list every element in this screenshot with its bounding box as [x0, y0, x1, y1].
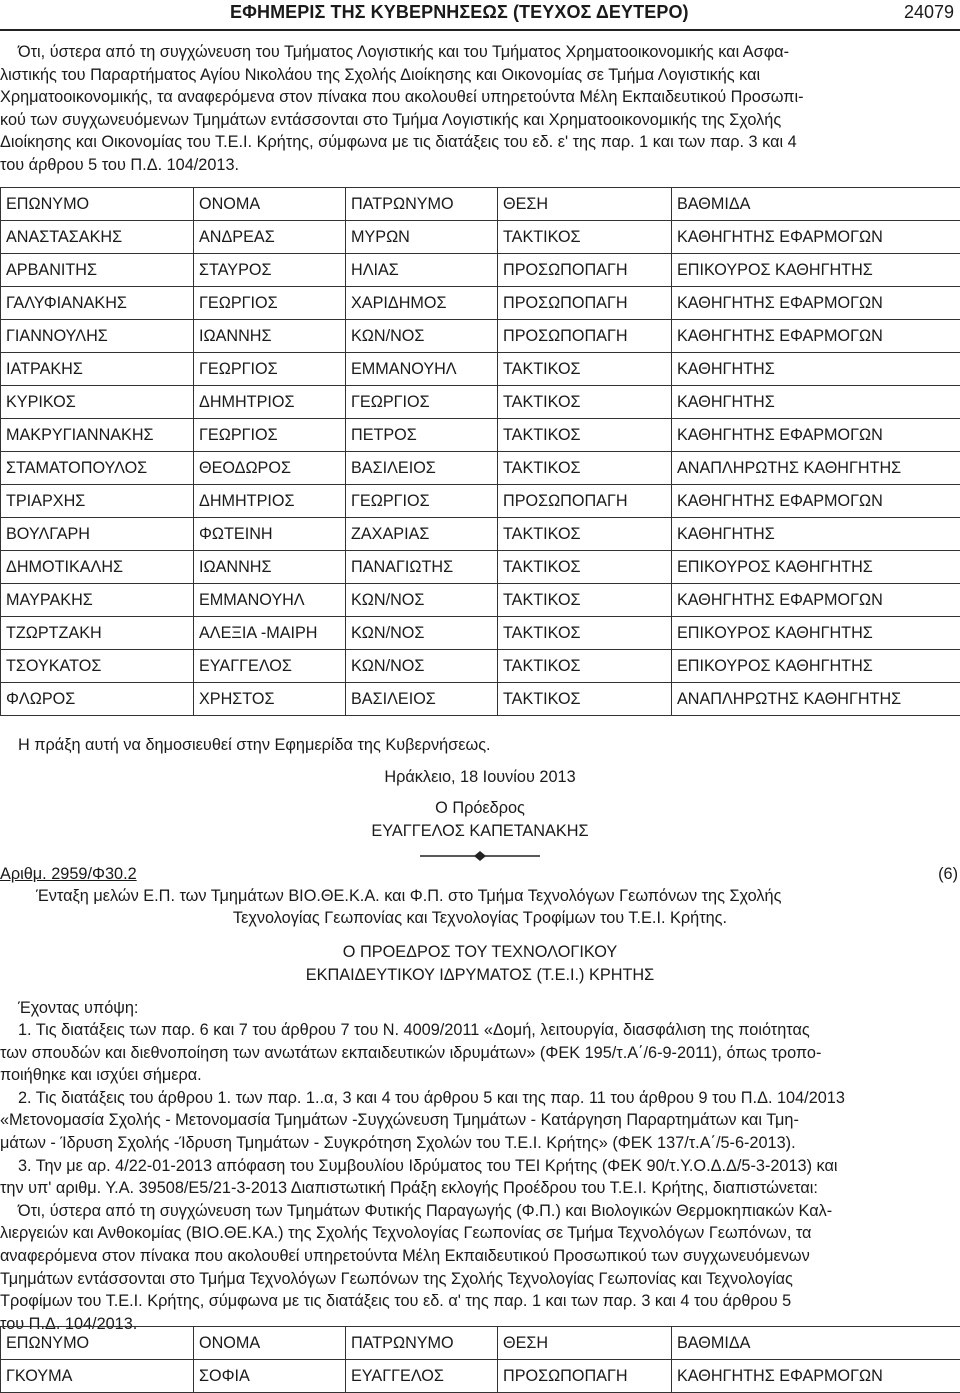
cell-rank: ΑΝΑΠΛΗΡΩΤΗΣ ΚΑΘΗΓΗΤΗΣ	[672, 452, 960, 485]
cell-rank: ΚΑΘΗΓΗΤΗΣ	[672, 386, 960, 419]
authority-line: ΕΚΠΑΙΔΕΥΤΙΚΟΥ ΙΔΡΥΜΑΤΟΣ (Τ.Ε.Ι.) ΚΡΗΤΗΣ	[0, 966, 960, 985]
cell-position: ΤΑΚΤΙΚΟΣ	[498, 419, 672, 452]
text-line: Διοίκησης και Οικονομίας του Τ.Ε.Ι. Κρήτης, σύμφωνα με τις διατάξεις του εδ. ε' της παρ. 1 και των παρ. 3 και 4	[0, 131, 960, 154]
cell-surname: ΓΙΑΝΝΟΥΛΗΣ	[1, 320, 194, 353]
text-line: «Μετονομασία Σχολής - Μετονομασία Τμημάτων -Συγχώνευση Τμημάτων - Κατάργηση Παραρτημάτων και Τμη-	[0, 1109, 960, 1132]
cell-surname: ΤΡΙΑΡΧΗΣ	[1, 485, 194, 518]
text-line: την υπ' αριθμ. Υ.Α. 39508/Ε5/21-3-2013 Διαπιστωτική Πράξη εκλογής Προέδρου του Τ.Ε.Ι. Κρήτης, διαπιστώνεται:	[0, 1177, 960, 1200]
cell-position: ΤΑΚΤΙΚΟΣ	[498, 386, 672, 419]
cell-name: ΙΩΑΝΝΗΣ	[194, 551, 346, 584]
cell-name: ΑΝΔΡΕΑΣ	[194, 221, 346, 254]
cell-patronymic: ΓΕΩΡΓΙΟΣ	[346, 386, 498, 419]
cell-patronymic: ΜΥΡΩΝ	[346, 221, 498, 254]
gazette-title: ΕΦΗΜΕΡΙΣ ΤΗΣ ΚΥΒΕΡΝΗΣΕΩΣ (ΤΕΥΧΟΣ ΔΕΥΤΕΡΟ)	[230, 2, 689, 23]
cell-position: ΤΑΚΤΙΚΟΣ	[498, 650, 672, 683]
cell-position: ΤΑΚΤΙΚΟΣ	[498, 518, 672, 551]
table-row	[1, 419, 960, 452]
table-header-row	[1, 1327, 960, 1360]
text-line: του Π.Δ. 104/2013.	[0, 1313, 960, 1336]
cell-patronymic: ΚΩΝ/ΝΟΣ	[346, 617, 498, 650]
page-number: 24079	[904, 2, 954, 23]
cell-position: ΤΑΚΤΙΚΟΣ	[498, 683, 672, 716]
page-header	[0, 0, 960, 30]
publish-note: Η πράξη αυτή να δημοσιευθεί στην Εφημερίδα της Κυβερνήσεως.	[18, 736, 491, 755]
cell-patronymic: ΗΛΙΑΣ	[346, 254, 498, 287]
signature-place-date: Ηράκλειο, 18 Ιουνίου 2013	[0, 768, 960, 787]
cell-surname: ΙΑΤΡΑΚΗΣ	[1, 353, 194, 386]
cell-patronymic: ΠΑΝΑΓΙΩΤΗΣ	[346, 551, 498, 584]
cell-surname: ΣΤΑΜΑΤΟΠΟΥΛΟΣ	[1, 452, 194, 485]
table-row	[1, 518, 960, 551]
table-row	[1, 650, 960, 683]
cell-rank: ΚΑΘΗΓΗΤΗΣ ΕΦΑΡΜΟΓΩΝ	[672, 287, 960, 320]
cell-rank: ΚΑΘΗΓΗΤΗΣ ΕΦΑΡΜΟΓΩΝ	[672, 320, 960, 353]
cell-patronymic: ΕΥΑΓΓΕΛΟΣ	[346, 1360, 498, 1393]
cell-rank: ΚΑΘΗΓΗΤΗΣ ΕΦΑΡΜΟΓΩΝ	[672, 1360, 960, 1393]
cell-rank: ΚΑΘΗΓΗΤΗΣ ΕΦΑΡΜΟΓΩΝ	[672, 485, 960, 518]
table-row	[1, 320, 960, 353]
column-header: ΟΝΟΜΑ	[194, 188, 346, 221]
table-row	[1, 551, 960, 584]
table-header-row	[1, 188, 960, 221]
cell-rank: ΑΝΑΠΛΗΡΩΤΗΣ ΚΑΘΗΓΗΤΗΣ	[672, 683, 960, 716]
cell-rank: ΚΑΘΗΓΗΤΗΣ ΕΦΑΡΜΟΓΩΝ	[672, 584, 960, 617]
cell-surname: ΔΗΜΟΤΙΚΑΛΗΣ	[1, 551, 194, 584]
column-header: ΒΑΘΜΙΔΑ	[672, 188, 960, 221]
staff-table-1	[0, 187, 960, 716]
cell-surname: ΓΑΛΥΦΙΑΝΑΚΗΣ	[1, 287, 194, 320]
cell-surname: ΑΝΑΣΤΑΣΑΚΗΣ	[1, 221, 194, 254]
cell-name: ΧΡΗΣΤΟΣ	[194, 683, 346, 716]
cell-surname: ΦΛΩΡΟΣ	[1, 683, 194, 716]
text-line: Χρηματοοικονομικής, τα αναφερόμενα στον πίνακα που ακολουθεί υπηρετούντα Μέλη Εκπαιδευτικού Προσωπι-	[0, 86, 960, 109]
text-line: κού των συγχωνευόμενων Τμημάτων εντάσσονται στο Τμήμα Λογιστικής και Χρηματοοικονομικής της Σχολής	[0, 109, 960, 132]
text-line: λιστικής του Παραρτήματος Αγίου Νικολάου της Σχολής Διοίκησης και Οικονομίας σε Τμήμα Λογιστικής και	[0, 64, 960, 87]
cell-name: ΣΟΦΙΑ	[194, 1360, 346, 1393]
cell-patronymic: ΒΑΣΙΛΕΙΟΣ	[346, 683, 498, 716]
cell-surname: ΤΣΟΥΚΑΤΟΣ	[1, 650, 194, 683]
authority-line: Ο ΠΡΟΕΔΡΟΣ ΤΟΥ ΤΕΧΝΟΛΟΓΙΚΟΥ	[0, 943, 960, 962]
table-row	[1, 452, 960, 485]
cell-name: ΕΥΑΓΓΕΛΟΣ	[194, 650, 346, 683]
cell-rank: ΚΑΘΗΓΗΤΗΣ	[672, 353, 960, 386]
table-row	[1, 287, 960, 320]
table-row	[1, 386, 960, 419]
cell-position: ΠΡΟΣΩΠΟΠΑΓΗ	[498, 320, 672, 353]
cell-patronymic: ΠΕΤΡΟΣ	[346, 419, 498, 452]
cell-position: ΤΑΚΤΙΚΟΣ	[498, 584, 672, 617]
column-header: ΠΑΤΡΩΝΥΜΟ	[346, 1327, 498, 1360]
table-row	[1, 617, 960, 650]
cell-position: ΠΡΟΣΩΠΟΠΑΓΗ	[498, 254, 672, 287]
cell-position: ΤΑΚΤΙΚΟΣ	[498, 221, 672, 254]
table-row	[1, 485, 960, 518]
cell-name: ΔΗΜΗΤΡΙΟΣ	[194, 386, 346, 419]
having-regard: Έχοντας υπόψη:	[18, 999, 138, 1018]
cell-rank: ΚΑΘΗΓΗΤΗΣ ΕΦΑΡΜΟΓΩΝ	[672, 419, 960, 452]
cell-name: ΙΩΑΝΝΗΣ	[194, 320, 346, 353]
cell-rank: ΕΠΙΚΟΥΡΟΣ ΚΑΘΗΓΗΤΗΣ	[672, 254, 960, 287]
text-line: Ότι, ύστερα από τη συγχώνευση των Τμημάτων Φυτικής Παραγωγής (Φ.Π.) και Βιολογικών Θερμοκηπιακών Καλ-	[0, 1200, 960, 1223]
cell-position: ΠΡΟΣΩΠΟΠΑΓΗ	[498, 1360, 672, 1393]
cell-rank: ΚΑΘΗΓΗΤΗΣ	[672, 518, 960, 551]
column-header: ΒΑΘΜΙΔΑ	[672, 1327, 960, 1360]
decision-ref: Αριθμ. 2959/Φ30.2	[0, 865, 137, 884]
cell-patronymic: ΓΕΩΡΓΙΟΣ	[346, 485, 498, 518]
cell-position: ΠΡΟΣΩΠΟΠΑΓΗ	[498, 287, 672, 320]
cell-name: ΦΩΤΕΙΝΗ	[194, 518, 346, 551]
cell-surname: ΚΥΡΙΚΟΣ	[1, 386, 194, 419]
text-line: Τροφίμων του Τ.Ε.Ι. Κρήτης, σύμφωνα με τις διατάξεις του εδ. α' της παρ. 1 και των παρ. 3 και 4 του άρθρου 5	[0, 1290, 960, 1313]
decision-subject-line: Τεχνολογίας Γεωπονίας και Τεχνολογίας Τροφίμων του Τ.Ε.Ι. Κρήτης.	[0, 909, 960, 928]
cell-surname: ΑΡΒΑΝΙΤΗΣ	[1, 254, 194, 287]
cell-rank: ΕΠΙΚΟΥΡΟΣ ΚΑΘΗΓΗΤΗΣ	[672, 617, 960, 650]
cell-surname: ΓΚΟΥΜΑ	[1, 1360, 194, 1393]
signature-name: ΕΥΑΓΓΕΛΟΣ ΚΑΠΕΤΑΝΑΚΗΣ	[0, 822, 960, 841]
text-line: 3. Την με αρ. 4/22-01-2013 απόφαση του Συμβουλίου Ιδρύματος του ΤΕΙ Κρήτης (ΦΕΚ 90/τ.Υ.Ο.Δ.Δ/5-3-2013) και	[0, 1155, 960, 1178]
cell-name: ΓΕΩΡΓΙΟΣ	[194, 419, 346, 452]
header-rule	[0, 29, 960, 31]
decision-body	[0, 1019, 960, 1335]
decision-subject-line: Ένταξη μελών Ε.Π. των Τμημάτων ΒΙΟ.ΘΕ.Κ.Α. και Φ.Π. στο Τμήμα Τεχνολόγων Γεωπόνων της Σχολής	[36, 887, 781, 906]
text-line: των σπουδών και διεθνοποίηση των ανωτάτων εκπαιδευτικών ιδρυμάτων» (ΦΕΚ 195/τ.Α΄/6-9-2011), όπως τροπο-	[0, 1042, 960, 1065]
column-header: ΘΕΣΗ	[498, 188, 672, 221]
cell-rank: ΕΠΙΚΟΥΡΟΣ ΚΑΘΗΓΗΤΗΣ	[672, 650, 960, 683]
column-header: ΕΠΩΝΥΜΟ	[1, 1327, 194, 1360]
table-row	[1, 1360, 960, 1393]
cell-name: ΔΗΜΗΤΡΙΟΣ	[194, 485, 346, 518]
text-line: αναφερόμενα στον πίνακα που ακολουθεί υπηρετούντα Μέλη Εκπαιδευτικού Προσωπικού των συγχωνευόμενων	[0, 1245, 960, 1268]
cell-patronymic: ΚΩΝ/ΝΟΣ	[346, 320, 498, 353]
cell-position: ΤΑΚΤΙΚΟΣ	[498, 617, 672, 650]
cell-name: ΑΛΕΞΙΑ -ΜΑΙΡΗ	[194, 617, 346, 650]
column-header: ΘΕΣΗ	[498, 1327, 672, 1360]
table-row	[1, 584, 960, 617]
text-line: λιεργειών και Ανθοκομίας (ΒΙΟ.ΘΕ.ΚΑ.) της Σχολής Τεχνολογίας Γεωπονίας σε Τμήμα Τεχνολόγων Γεωπόνων, τα	[0, 1222, 960, 1245]
cell-position: ΤΑΚΤΙΚΟΣ	[498, 353, 672, 386]
intro-paragraph	[0, 41, 960, 177]
column-header: ΟΝΟΜΑ	[194, 1327, 346, 1360]
staff-table-2	[0, 1326, 960, 1393]
text-line: του άρθρου 5 του Π.Δ. 104/2013.	[0, 154, 960, 177]
decision-seq: (6)	[938, 865, 958, 884]
text-line: μάτων - Ίδρυση Σχολής -Ίδρυση Τμημάτων - Συγκρότηση Σχολών του Τ.Ε.Ι. Κρήτης» (ΦΕΚ 137/τ.Α΄/5-6-2013).	[0, 1132, 960, 1155]
cell-patronymic: ΚΩΝ/ΝΟΣ	[346, 650, 498, 683]
cell-position: ΠΡΟΣΩΠΟΠΑΓΗ	[498, 485, 672, 518]
cell-surname: ΜΑΥΡΑΚΗΣ	[1, 584, 194, 617]
cell-patronymic: ΒΑΣΙΛΕΙΟΣ	[346, 452, 498, 485]
cell-rank: ΕΠΙΚΟΥΡΟΣ ΚΑΘΗΓΗΤΗΣ	[672, 551, 960, 584]
cell-surname: ΒΟΥΛΓΑΡΗ	[1, 518, 194, 551]
cell-position: ΤΑΚΤΙΚΟΣ	[498, 551, 672, 584]
cell-patronymic: ΖΑΧΑΡΙΑΣ	[346, 518, 498, 551]
cell-patronymic: ΚΩΝ/ΝΟΣ	[346, 584, 498, 617]
cell-name: ΣΤΑΥΡΟΣ	[194, 254, 346, 287]
column-header: ΕΠΩΝΥΜΟ	[1, 188, 194, 221]
cell-name: ΘΕΟΔΩΡΟΣ	[194, 452, 346, 485]
cell-rank: ΚΑΘΗΓΗΤΗΣ ΕΦΑΡΜΟΓΩΝ	[672, 221, 960, 254]
cell-surname: ΜΑΚΡΥΓΙΑΝΝΑΚΗΣ	[1, 419, 194, 452]
cell-position: ΤΑΚΤΙΚΟΣ	[498, 452, 672, 485]
text-line: Τμημάτων εντάσσονται στο Τμήμα Τεχνολόγων Γεωπόνων της Σχολής Τεχνολογίας Γεωπονίας και Τεχνολογίας	[0, 1268, 960, 1291]
text-line: Ότι, ύστερα από τη συγχώνευση του Τμήματος Λογιστικής και του Τμήματος Χρηματοοικονομικής και Ασφα-	[0, 41, 960, 64]
cell-surname: ΤΖΩΡΤΖΑΚΗ	[1, 617, 194, 650]
column-header: ΠΑΤΡΩΝΥΜΟ	[346, 188, 498, 221]
cell-patronymic: ΧΑΡΙΔΗΜΟΣ	[346, 287, 498, 320]
table-row	[1, 353, 960, 386]
cell-patronymic: ΕΜΜΑΝΟΥΗΛ	[346, 353, 498, 386]
cell-name: ΕΜΜΑΝΟΥΗΛ	[194, 584, 346, 617]
table-row	[1, 683, 960, 716]
text-line: 2. Τις διατάξεις του άρθρου 1. των παρ. 1..α, 3 και 4 του άρθρου 5 και της παρ. 11 του άρθρου 9 του Π.Δ. 104/2013	[0, 1087, 960, 1110]
cell-name: ΓΕΩΡΓΙΟΣ	[194, 353, 346, 386]
cell-name: ΓΕΩΡΓΙΟΣ	[194, 287, 346, 320]
separator-diamond-icon	[420, 851, 540, 861]
table-row	[1, 221, 960, 254]
signature-role: Ο Πρόεδρος	[0, 799, 960, 818]
table-row	[1, 254, 960, 287]
text-line: 1. Τις διατάξεις των παρ. 6 και 7 του άρθρου 7 του Ν. 4009/2011 «Δομή, λειτουργία, διασφάλιση της ποιότητας	[0, 1019, 960, 1042]
text-line: ποιήθηκε και ισχύει σήμερα.	[0, 1064, 960, 1087]
